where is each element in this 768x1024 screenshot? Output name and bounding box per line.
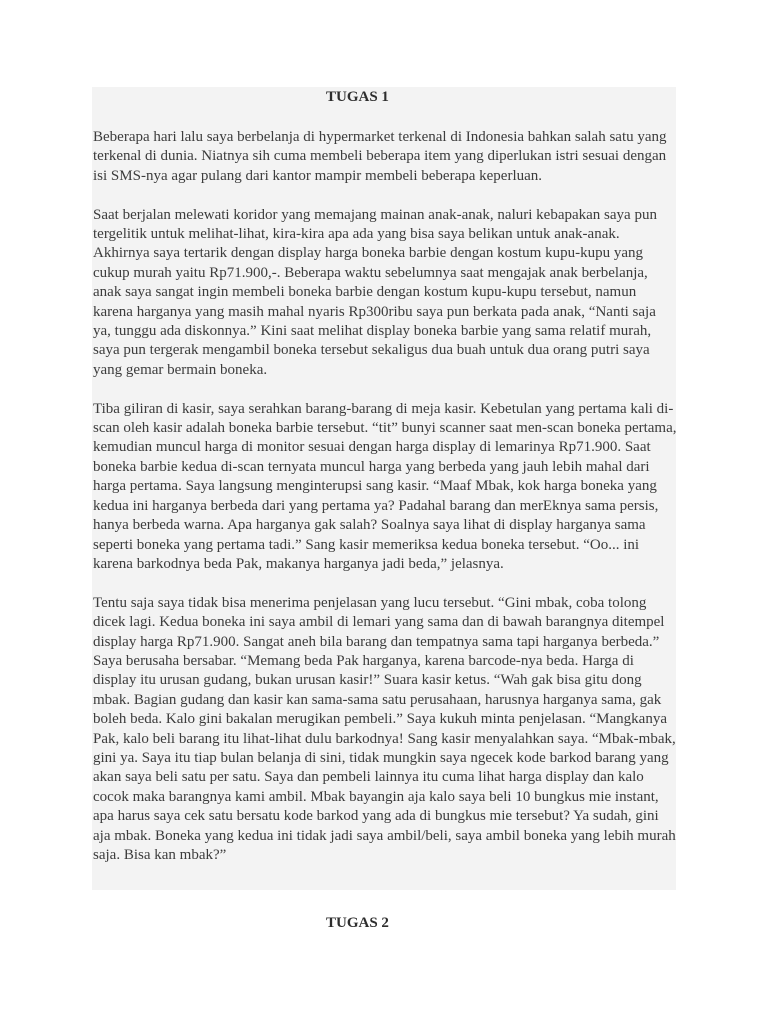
paragraph-2: Saat berjalan melewati koridor yang memajang mainan anak-anak, naluri kebapakan saya pun tergelitik untuk melihat-lihat, kira-kira apa ada yang bisa saya belikan untuk anak-anak. Akhirnya saya tertarik dengan display harga boneka barbie dengan kostum kupu-kupu yang cukup murah yaitu Rp71.900,-. Beberapa waktu sebelumnya saat mengajak anak berbelanja, anak saya sangat ingin membeli boneka barbie dengan kostum kupu-kupu tersebut, namun karena harganya yang masih mahal nyaris Rp300ribu saya pun berkata pada anak, “Nanti saja ya, tunggu ada diskonnya.” Kini saat melihat display boneka barbie yang sama relatif murah, saya pun tergerak mengambil boneka tersebut sekaligus dua buah untuk dua orang putri saya yang gemar bermain boneka.: [93, 206, 657, 378]
heading-tugas-1: TUGAS 1: [326, 89, 389, 105]
heading-tugas-2: TUGAS 2: [326, 915, 389, 931]
paragraph-1: Beberapa hari lalu saya berbelanja di hypermarket terkenal di Indonesia bahkan salah satu yang terkenal di dunia. Niatnya sih cuma membeli beberapa item yang diperlukan istri sesuai dengan isi SMS-nya agar pulang dari kantor mampir membeli beberapa keperluan.: [93, 129, 667, 184]
paragraph-4: Tentu saja saya tidak bisa menerima penjelasan yang lucu tersebut. “Gini mbak, coba tolong dicek lagi. Kedua boneka ini saya ambil di lemari yang sama dan di bawah barangnya ditempel display harga Rp71.900. Sangat aneh bila barang dan tempatnya sama tapi harganya berbeda.” Saya berusaha bersabar. “Memang beda Pak harganya, karena barcode-nya beda. Harga di display itu urusan gudang, bukan urusan kasir!” Suara kasir ketus. “Wah gak bisa gitu dong mbak. Bagian gudang dan kasir kan sama-sama satu perusahaan, harusnya harganya sama, gak boleh beda. Kalo gini bakalan merugikan pembeli.” Saya kukuh minta penjelasan. “Mangkanya Pak, kalo beli barang itu lihat-lihat dulu barkodnya! Sang kasir menyalahkan saya. “Mbak-mbak, gini ya. Saya itu tiap bulan belanja di sini, tidak mungkin saya ngecek kode barkod barang yang akan saya beli satu per satu. Saya dan pembeli lainnya itu cuma lihat harga display dan kalo cocok maka barangnya kami ambil. Mbak bayangin aja kalo saya beli 10 bungkus mie instant, apa harus saya cek satu bersatu kode barkod yang ada di bungkus mie tersebut? Ya sudah, gini aja mbak. Boneka yang kedua ini tidak jadi saya ambil/beli, saya ambil boneka yang lebih murah saja. Bisa kan mbak?”: [93, 594, 676, 863]
story-body: [93, 128, 677, 885]
paragraph-3: Tiba giliran di kasir, saya serahkan barang-barang di meja kasir. Kebetulan yang pertama kali di-scan oleh kasir adalah boneka barbie tersebut. “tit” bunyi scanner saat men-scan boneka pertama, kemudian muncul harga di monitor sesuai dengan harga display di lemarinya Rp71.900. Saat boneka barbie kedua di-scan ternyata muncul harga yang berbeda yang jauh lebih mahal dari harga pertama. Saya langsung menginterupsi sang kasir. “Maaf Mbak, kok harga boneka yang kedua ini harganya berbeda dari yang pertama ya? Padahal barang dan merEknya sama persis, hanya berbeda warna. Apa harganya gak salah? Soalnya saya lihat di display harganya sama seperti boneka yang pertama tadi.” Sang kasir memeriksa kedua boneka tersebut. “Oo... ini karena barkodnya beda Pak, makanya harganya jadi beda,” jelasnya.: [93, 400, 677, 572]
